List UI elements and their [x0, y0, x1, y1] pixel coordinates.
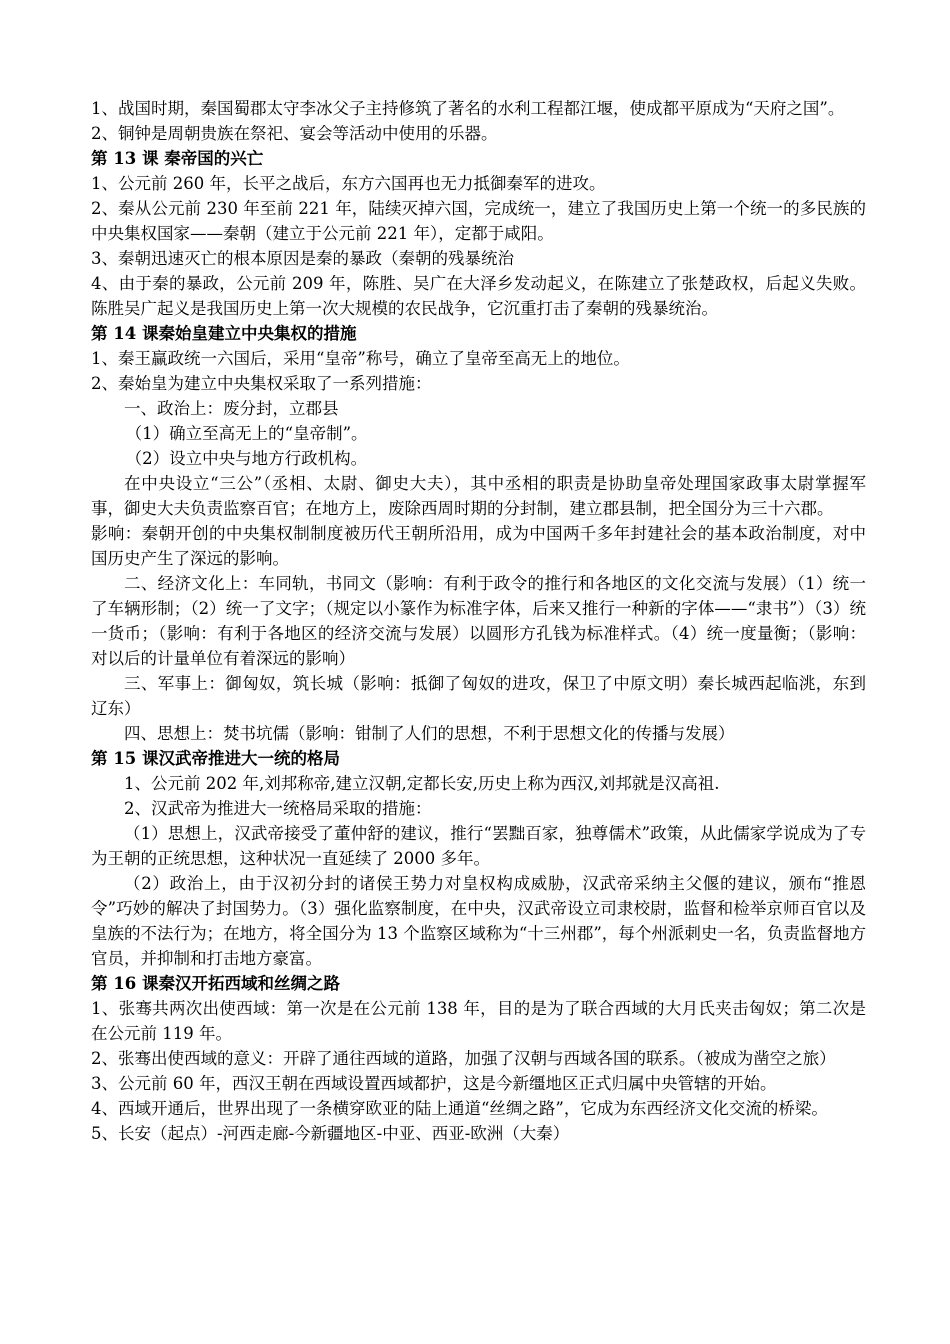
lesson-15-paragraph-2: 2、汉武帝为推进大一统格局采取的措施： — [124, 799, 432, 818]
lesson-14-economy-culture: 二、经济文化上：车同轨，书同文（影响：有利于政令的推行和各地区的文化交流与发展）（1）统一了车辆形制；（2）统一了文字；（规定以小篆作为标准字体，后来又推行一种新的字体——“隶书”）（3）统一货币；（影响：有利于各地区的经济交流与发展）以圆形方孔钱为标准样式。（4）统一度量衡；（影响：对以后的计量单位有着深远的影响） — [91, 574, 866, 668]
lesson-16-paragraph-3: 3、公元前 60 年，西汉王朝在西域设置西域都护，这是今新缰地区正式归属中央管辖的开始。 — [91, 1074, 777, 1093]
lesson-14-paragraph-2: 2、秦始皇为建立中央集权采取了一系列措施： — [91, 374, 432, 393]
lesson-15-political-measure: （2）政治上，由于汉初分封的诸侯王势力对皇权构成威胁，汉武帝采纳主父偃的建议，颁布“推恩令”巧妙的解决了封国势力。（3）强化监察制度，在中央，汉武帝设立司隶校尉，监督和检举京师百官以及皇族的不法行为；在地方，将全国分为 13 个监察区域称为“十三州郡”，每个州派刺史一名，负责监督地方官员，并抑制和打击地方豪富。 — [91, 874, 866, 968]
lesson-16-paragraph-2: 2、张骞出使西域的意义：开辟了通往西域的道路，加强了汉朝与西域各国的联系。（被成为凿空之旅） — [91, 1049, 836, 1068]
lesson-16-title: 第 16 课秦汉开拓西域和丝绸之路 — [91, 974, 340, 993]
lesson-15-paragraph-1: 1、公元前 202 年,刘邦称帝,建立汉朝,定都长安,历史上称为西汉,刘邦就是汉高祖. — [124, 774, 720, 793]
lesson-14-thought: 四、思想上：焚书坑儒（影响：钳制了人们的思想，不利于思想文化的传播与发展） — [124, 724, 735, 743]
lesson-16-paragraph-1: 1、张骞共两次出使西域：第一次是在公元前 138 年，目的是为了联合西域的大月氏夹击匈奴；第二次是在公元前 119 年。 — [91, 999, 866, 1043]
lesson-13-title: 第 13 课 秦帝国的兴亡 — [91, 149, 264, 168]
lesson-16-paragraph-4: 4、西域开通后，世界出现了一条横穿欧亚的陆上通道“丝绸之路”，它成为东西经济文化交流的桥梁。 — [91, 1099, 828, 1118]
lesson-13-paragraph-4: 4、由于秦的暴政，公元前 209 年，陈胜、吴广在大泽乡发动起义，在陈建立了张楚政权，后起义失败。陈胜吴广起义是我国历史上第一次大规模的农民战争，它沉重打击了秦朝的残暴统治。 — [91, 274, 866, 318]
lesson-14-influence: 影响：秦朝开创的中央集权制制度被历代王朝所沿用，成为中国两千多年封建社会的基本政治制度，对中国历史产生了深远的影响。 — [91, 524, 866, 568]
lesson-14-military: 三、军事上：御匈奴，筑长城（影响：抵御了匈奴的进攻，保卫了中原文明）秦长城西起临洮，东到辽东） — [91, 674, 866, 718]
lesson-16-paragraph-5: 5、长安（起点）-河西走廊-今新疆地区-中亚、西亚-欧洲（大秦） — [91, 1124, 570, 1143]
lesson-13-paragraph-2: 2、秦从公元前 230 年至前 221 年，陆续灭掉六国，完成统一，建立了我国历史上第一个统一的多民族的中央集权国家——秦朝（建立于公元前 221 年），定都于咸阳。 — [91, 199, 866, 243]
intro-paragraph-1: 1、战国时期，秦国蜀郡太守李冰父子主持修筑了著名的水利工程都江堰，使成都平原成为“天府之国”。 — [91, 99, 845, 118]
lesson-14-political-heading: 一、政治上：废分封，立郡县 — [124, 399, 339, 418]
lesson-14-political-item-1: （1）确立至高无上的“皇帝制”。 — [125, 424, 368, 443]
document-page — [91, 96, 866, 1146]
lesson-15-thought-measure: （1）思想上，汉武帝接受了董仲舒的建议，推行“罢黜百家，独尊儒术”政策，从此儒家学说成为了专为王朝的正统思想，这种状况一直延续了 2000 多年。 — [91, 824, 866, 868]
lesson-14-political-item-2: （2）设立中央与地方行政机构。 — [125, 449, 368, 468]
lesson-13-paragraph-1: 1、公元前 260 年，长平之战后，东方六国再也无力抵御秦军的进攻。 — [91, 174, 606, 193]
lesson-13-paragraph-3: 3、秦朝迅速灭亡的根本原因是秦的暴政（秦朝的残暴统治 — [91, 249, 514, 268]
lesson-14-central-local: 在中央设立“三公”（丞相、太尉、御史大夫），其中丞相的职责是协助皇帝处理国家政事太尉掌握军事，御史大夫负责监察百官；在地方上，废除西周时期的分封制，建立郡县制，把全国分为三十六郡。 — [91, 474, 866, 518]
intro-paragraph-2: 2、铜钟是周朝贵族在祭祀、宴会等活动中使用的乐器。 — [91, 124, 498, 143]
lesson-14-paragraph-1: 1、秦王赢政统一六国后，采用“皇帝”称号，确立了皇帝至高无上的地位。 — [91, 349, 630, 368]
lesson-14-title: 第 14 课秦始皇建立中央集权的措施 — [91, 324, 357, 343]
lesson-15-title: 第 15 课汉武帝推进大一统的格局 — [91, 749, 340, 768]
